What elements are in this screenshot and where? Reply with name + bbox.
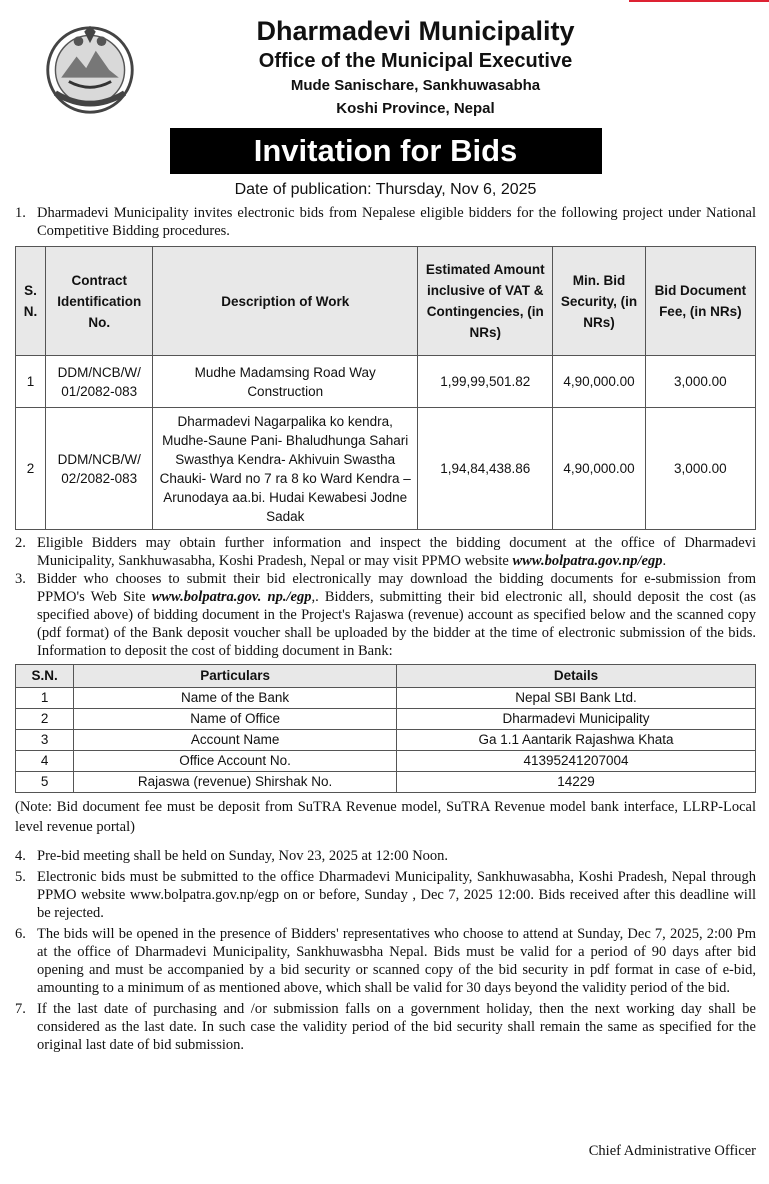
notice-title: Invitation for Bids (170, 128, 602, 174)
cell-description: Mudhe Madamsing Road Way Construction (153, 356, 418, 408)
clause-6: 6. The bids will be opened in the presence of Bidders' representatives who choose to attend at Sunday, Dec 7, 2025, 2:00 Pm at the office of Dharmadevi Municipality, Sankhuwasbha Nepal. Bids must be valid for a period of 90 days after bid opening and must be accompanied by a bid security or scanned copy of the bid security in pdf format in case of e-bid, amounting to a minimum of as mentioned above, which shall be valid for 30 days beyond the validity period of the bid. (15, 926, 756, 996)
cell-fee: 3,000.00 (645, 408, 755, 530)
municipality-name: Dharmadevi Municipality (256, 16, 575, 46)
cell-fee: 3,000.00 (645, 356, 755, 408)
col-security: Min. Bid Security, (in NRs) (553, 247, 645, 356)
cell-particular: Rajaswa (revenue) Shirshak No. (74, 772, 397, 793)
top-edge-mark (629, 0, 769, 2)
bid-table (15, 246, 756, 530)
cell-sn: 1 (16, 688, 74, 709)
address-line-2: Koshi Province, Nepal (336, 100, 495, 117)
cell-security: 4,90,000.00 (553, 408, 645, 530)
clause-3: 3. Bidder who chooses to submit their bid electronically may download the bidding documents for e-submission from PPMO's Web Site www.bolpatra.gov. np./egp,. Bidders, submitting their bid electronic all, should deposit the cost (as specified above) of bidding document in the Project's Rajaswa (revenue) account as specified below and the scanned copy (pdf format) of the Bank deposit voucher shall be uploaded by the bidder at the time of electronic submission of the bids. Information to deposit the cost of bidding document in Bank: (15, 571, 756, 659)
cell-sn: 2 (16, 709, 74, 730)
col-contract-id: Contract Identification No. (46, 247, 153, 356)
cell-detail: Ga 1.1 Aantarik Rajashwa Khata (397, 730, 756, 751)
cell-detail: 14229 (397, 772, 756, 793)
cell-estimate: 1,99,99,501.82 (418, 356, 553, 408)
col-description: Description of Work (153, 247, 418, 356)
cell-sn: 4 (16, 751, 74, 772)
cell-particular: Name of the Bank (74, 688, 397, 709)
publication-date: Date of publication: Thursday, Nov 6, 2025 (234, 181, 537, 198)
col-details: Details (397, 665, 756, 688)
cell-detail: Dharmadevi Municipality (397, 709, 756, 730)
cell-detail: Nepal SBI Bank Ltd. (397, 688, 756, 709)
cell-sn: 3 (16, 730, 74, 751)
clause-1: 1. Dharmadevi Municipality invites electronic bids from Nepalese eligible bidders for the following project under National Competitive Bidding procedures. (15, 205, 756, 239)
nepal-government-emblem-icon (42, 22, 138, 118)
col-sn: S.N. (16, 665, 74, 688)
cell-description: Dharmadevi Nagarpalika ko kendra, Mudhe-Saune Pani- Bhaludhunga Sahari Swasthya Kendra- Akhivuin Swastha Chauki- Ward no 7 ra 8 ko Ward Kendra – Arunodaya aa.bi. Hudai Kewabesi Jodne Sadak (153, 408, 418, 530)
clause-5: 5. Electronic bids must be submitted to the office Dharmadevi Municipality, Sankhuwasabha, Koshi Pradesh, Nepal through PPMO website www.bolpatra.gov.np/egp on or before, Sunday , Dec 7, 2025 12:00. Bids received after this deadline will be rejected. (15, 869, 756, 921)
clause-2: 2. Eligible Bidders may obtain further information and inspect the bidding document at the office of Dharmadevi Municipality, Sankhuwasabha, Koshi Pradesh, Nepal or may visit PPMO website www.bolpatra.gov.np/egp. (15, 535, 756, 569)
cell-particular: Office Account No. (74, 751, 397, 772)
table-row (16, 772, 756, 793)
signatory-title: Chief Administrative Officer (588, 1143, 756, 1159)
clause-7: 7. If the last date of purchasing and /or submission falls on a government holiday, then the next working day shall be considered as the last date. In such case the validity period of the bid security shall remain the same as specified for the original last date of bid submission. (15, 1001, 756, 1053)
address-line-1: Mude Sanischare, Sankhuwasabha (290, 77, 541, 94)
col-fee: Bid Document Fee, (in NRs) (645, 247, 755, 356)
bank-table (15, 664, 756, 793)
letterhead (75, 0, 756, 120)
col-estimate: Estimated Amount inclusive of VAT & Contingencies, (in NRs) (418, 247, 553, 356)
table-row (16, 751, 756, 772)
cell-contract-id: DDM/NCB/W/ 01/2082-083 (46, 356, 153, 408)
table-row (16, 356, 756, 408)
cell-sn: 1 (16, 356, 46, 408)
cell-estimate: 1,94,84,438.86 (418, 408, 553, 530)
ppmo-link[interactable]: www.bolpatra.gov. np./egp (151, 589, 312, 605)
cell-particular: Name of Office (74, 709, 397, 730)
table-row (16, 408, 756, 530)
cell-detail: 41395241207004 (397, 751, 756, 772)
table-row (16, 730, 756, 751)
cell-particular: Account Name (74, 730, 397, 751)
clause-4: 4. Pre-bid meeting shall be held on Sunday, Nov 23, 2025 at 12:00 Noon. (15, 848, 449, 864)
cell-sn: 5 (16, 772, 74, 793)
cell-contract-id: DDM/NCB/W/ 02/2082-083 (46, 408, 153, 530)
cell-sn: 2 (16, 408, 46, 530)
bank-table-header (16, 665, 756, 688)
ppmo-link[interactable]: www.bolpatra.gov.np/egp (512, 553, 663, 569)
cell-security: 4,90,000.00 (553, 356, 645, 408)
col-sn: S. N. (16, 247, 46, 356)
col-particulars: Particulars (74, 665, 397, 688)
table-row (16, 688, 756, 709)
table-row (16, 709, 756, 730)
fee-note: (Note: Bid document fee must be deposit from SuTRA Revenue model, SuTRA Revenue model bank interface, LLRP-Local level revenue portal) (15, 799, 756, 835)
bid-table-header (16, 247, 756, 356)
office-name: Office of the Municipal Executive (258, 50, 573, 72)
